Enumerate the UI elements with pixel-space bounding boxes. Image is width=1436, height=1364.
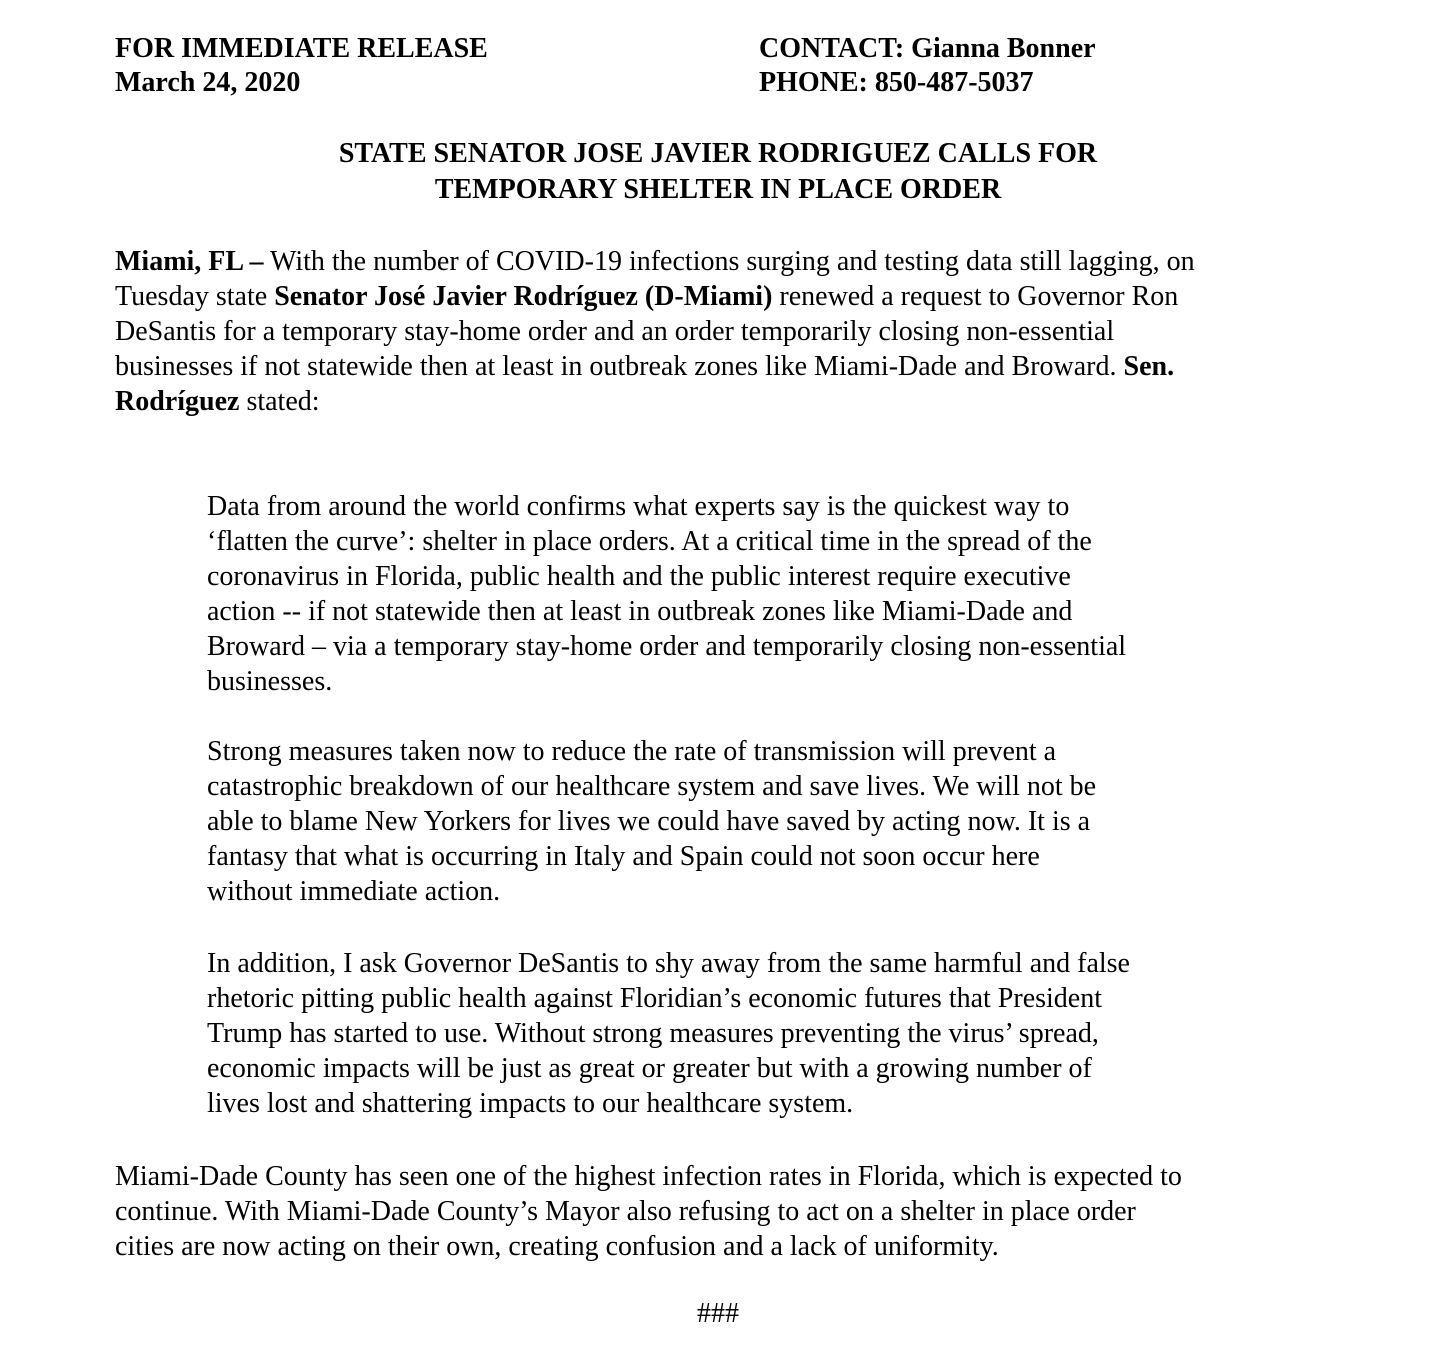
quote-line: coronavirus in Florida, public health and the public interest require executive bbox=[207, 561, 1071, 592]
quote-line: ‘flatten the curve’: shelter in place orders. At a critical time in the spread of the bbox=[207, 526, 1092, 557]
contact-name: CONTACT: Gianna Bonner bbox=[759, 33, 1096, 64]
quote-line: Trump has started to use. Without strong measures preventing the virus’ spread, bbox=[207, 1018, 1099, 1049]
contact-header bbox=[759, 32, 1096, 100]
release-header bbox=[115, 32, 488, 100]
lead-line: businesses if not statewide then at least in outbreak zones like Miami-Dade and Broward. Sen. bbox=[115, 351, 1175, 382]
closing-line: cities are now acting on their own, creating confusion and a lack of uniformity. bbox=[115, 1231, 999, 1262]
quote-line: lives lost and shattering impacts to our healthcare system. bbox=[207, 1088, 854, 1119]
lead-line: Tuesday state Senator José Javier Rodríguez (D-Miami) renewed a request to Governor Ron bbox=[115, 281, 1179, 312]
quote-paragraph-1 bbox=[207, 489, 1307, 699]
headline bbox=[0, 136, 1436, 208]
lead-paragraph bbox=[115, 244, 1315, 419]
dateline: Miami, FL – bbox=[115, 246, 264, 277]
quote-line: Broward – via a temporary stay-home order and temporarily closing non-essential bbox=[207, 631, 1127, 662]
quote-line: action -- if not statewide then at least in outbreak zones like Miami-Dade and bbox=[207, 596, 1073, 627]
quote-line: rhetoric pitting public health against Floridian’s economic futures that President bbox=[207, 983, 1103, 1014]
quote-line: In addition, I ask Governor DeSantis to shy away from the same harmful and false bbox=[207, 948, 1130, 979]
closing-line: continue. With Miami-Dade County’s Mayor also refusing to act on a shelter in place order bbox=[115, 1196, 1136, 1227]
quote-line: businesses. bbox=[207, 666, 333, 697]
quote-line: able to blame New Yorkers for lives we could have saved by acting now. It is a bbox=[207, 806, 1091, 837]
quote-line: fantasy that what is occurring in Italy and Spain could not soon occur here bbox=[207, 841, 1040, 872]
quote-line: economic impacts will be just as great or greater but with a growing number of bbox=[207, 1053, 1092, 1084]
quote-paragraph-2 bbox=[207, 734, 1307, 909]
quote-line: Data from around the world confirms what experts say is the quickest way to bbox=[207, 491, 1070, 522]
senator-name: Senator José Javier Rodríguez (D-Miami) bbox=[274, 281, 773, 312]
quote-line: without immediate action. bbox=[207, 876, 501, 907]
closing-line: Miami-Dade County has seen one of the highest infection rates in Florida, which is expected to bbox=[115, 1161, 1182, 1192]
headline-line-2: TEMPORARY SHELTER IN PLACE ORDER bbox=[434, 174, 1002, 205]
release-label: FOR IMMEDIATE RELEASE bbox=[115, 33, 488, 64]
closing-paragraph bbox=[115, 1159, 1315, 1264]
lead-line: DeSantis for a temporary stay-home order and an order temporarily closing non-essential bbox=[115, 316, 1115, 347]
contact-phone: PHONE: 850-487-5037 bbox=[759, 67, 1034, 98]
release-date: March 24, 2020 bbox=[115, 67, 301, 98]
quote-line: Strong measures taken now to reduce the rate of transmission will prevent a bbox=[207, 736, 1057, 767]
lead-line: Rodríguez stated: bbox=[115, 386, 320, 417]
headline-line-1: STATE SENATOR JOSE JAVIER RODRIGUEZ CALLS FOR bbox=[338, 138, 1098, 169]
lead-line: Miami, FL – With the number of COVID-19 infections surging and testing data still lagging, on bbox=[115, 246, 1195, 277]
end-mark: ### bbox=[697, 1298, 739, 1329]
quote-line: catastrophic breakdown of our healthcare system and save lives. We will not be bbox=[207, 771, 1097, 802]
quote-paragraph-3 bbox=[207, 946, 1307, 1121]
